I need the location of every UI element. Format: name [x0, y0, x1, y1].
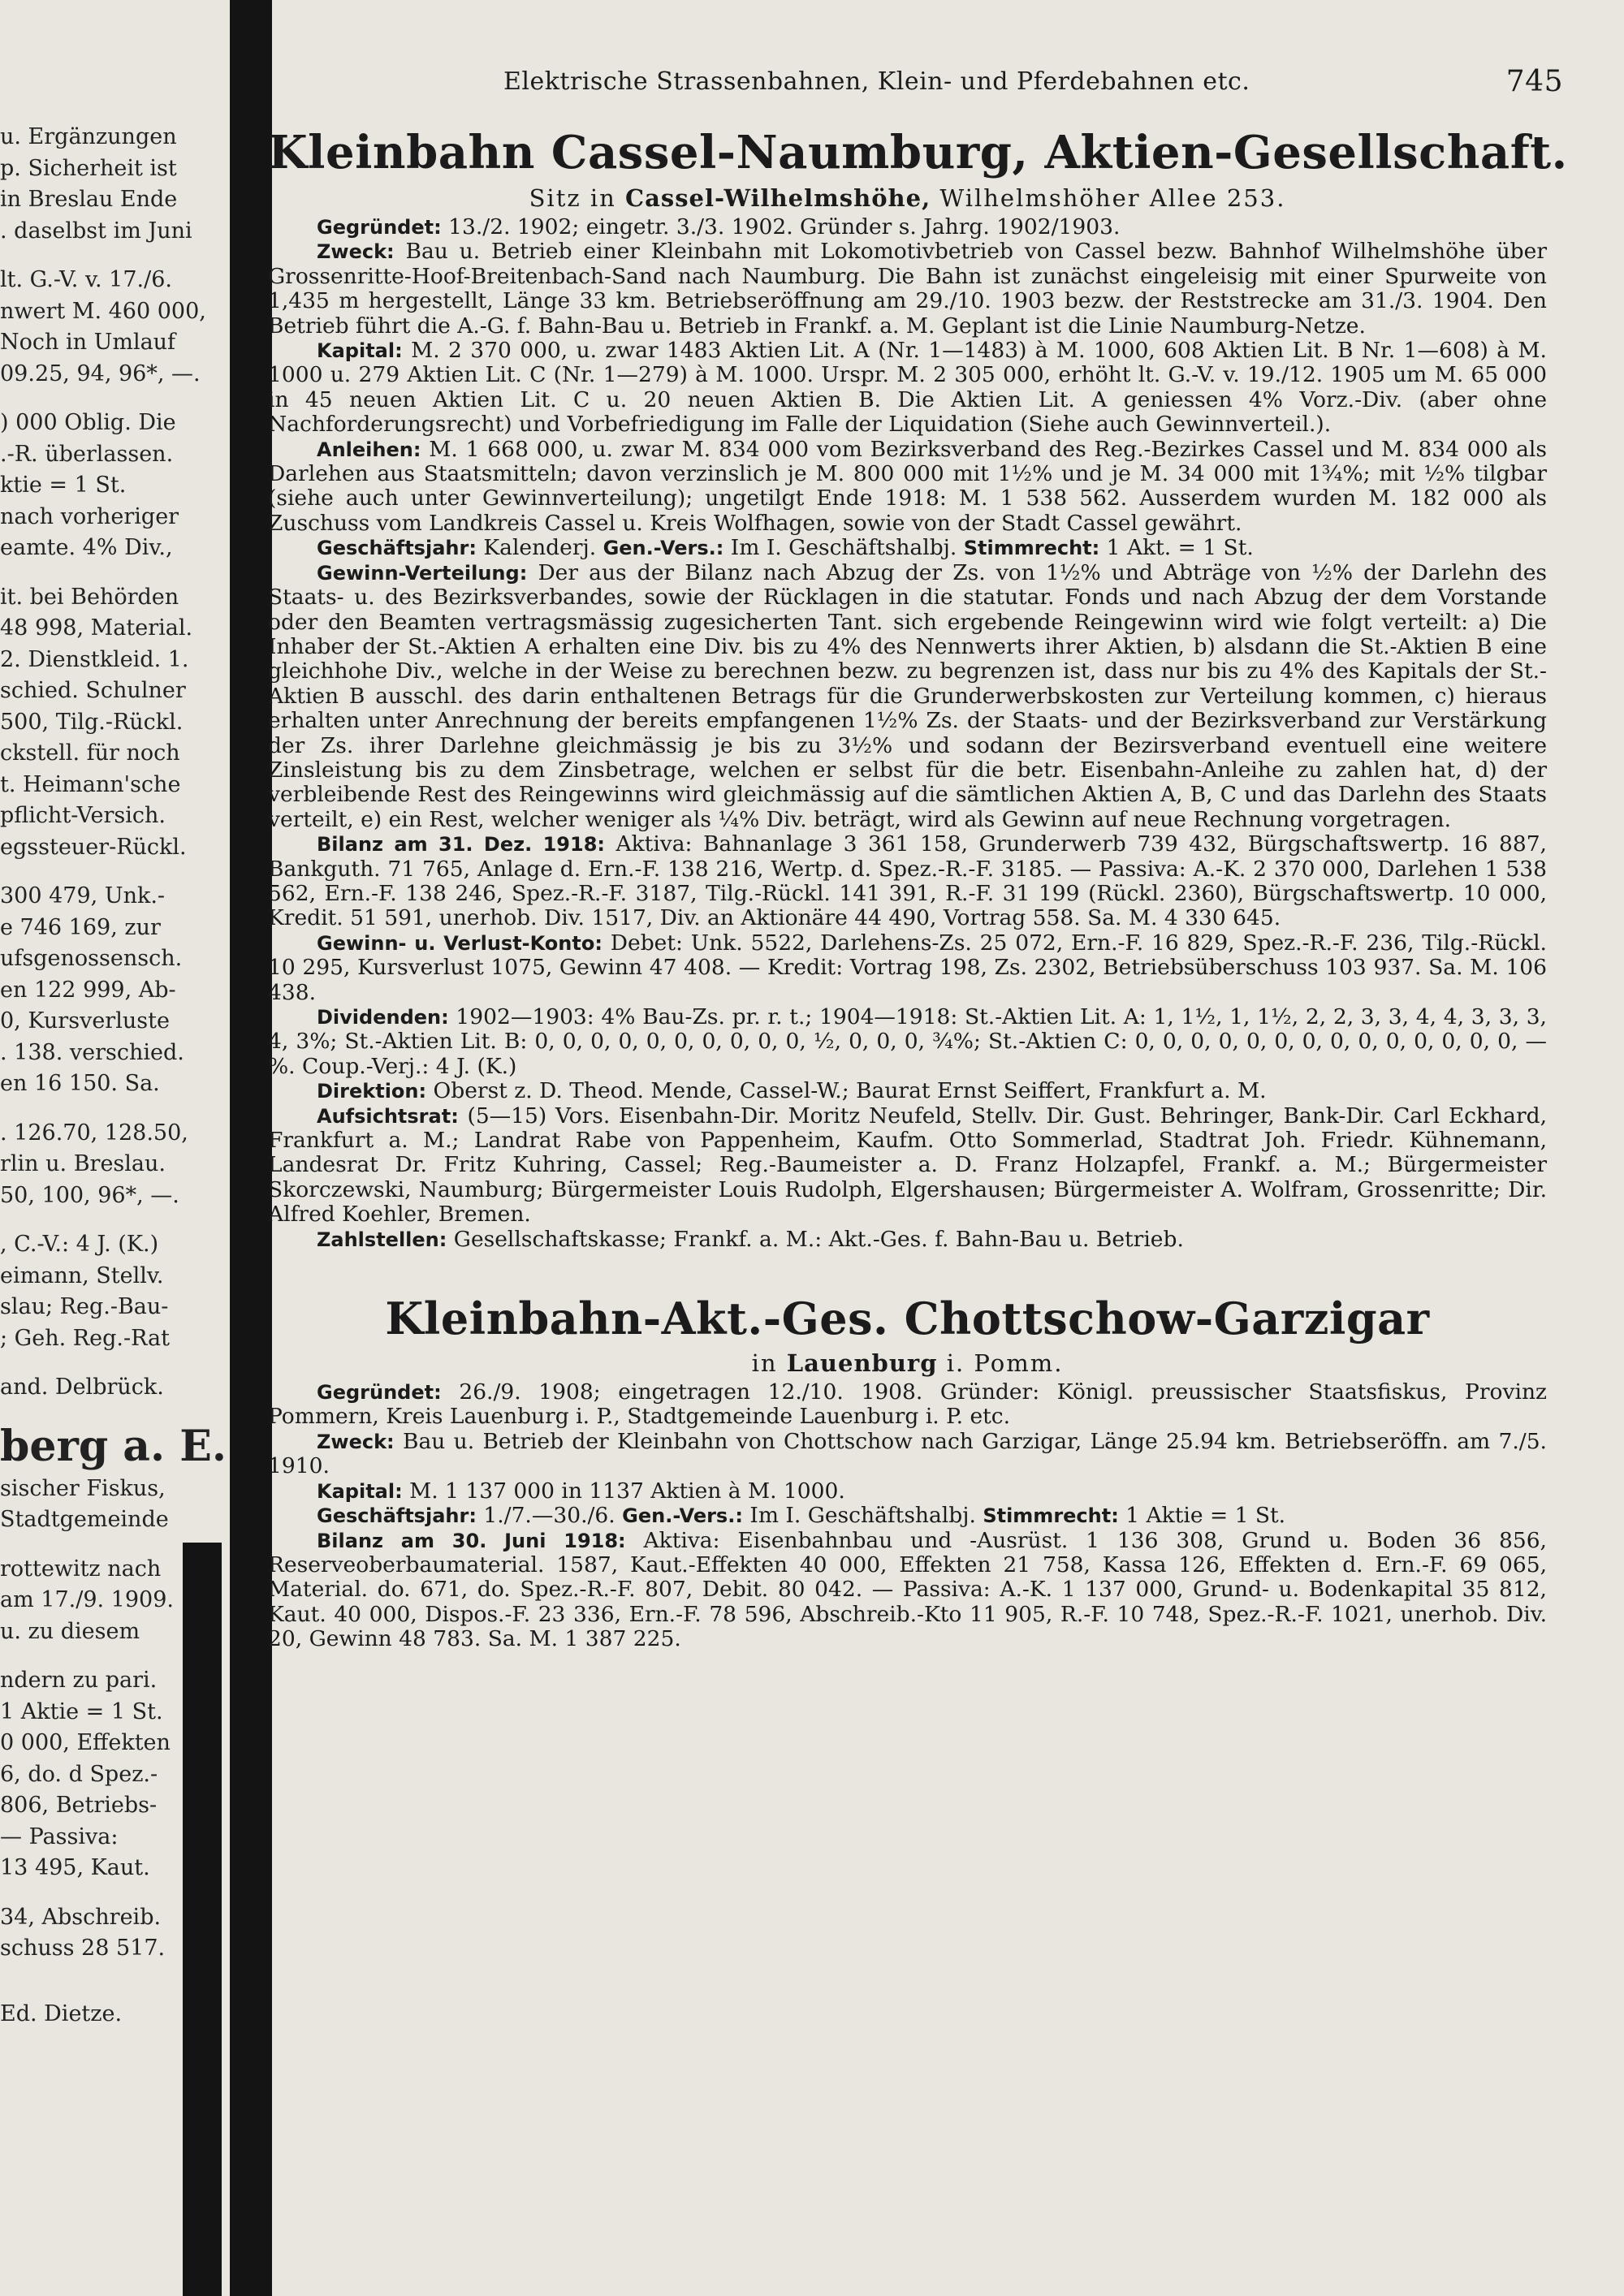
entry-text: Aktiva: Bahnanlage 3 361 158, Grunderwerb 739 432, Bürgschaftswertp. 16 887, Bankguth. 71 765, Anlage d. Ern.-F. 138 216, Wertp. d. Spez.-R.-F. 3185. — Passiva: A.-K. 2 370 000, Darlehen 1 538 562, Ern.-F. 138 246, Spez.-R.-F. 3187, Tilg.-Rückl. 141 391, R.-F. 31 199 (Rückl. 2360), Bürgschaftswertp. 10 000, Kredit. 51 591, unerhob. Div. 1517, Div. an Aktionäre 44 490, Vortrag 558. Sa. M. 4 330 645. — [268, 831, 1547, 931]
entry-text: M. 1 668 000, u. zwar M. 834 000 vom Bezirksverband des Reg.-Bezirkes Cassel und M. 834 000 als Darlehen aus Staatsmitteln; davon verzinslich je M. 800 000 mit 1½% und je M. 34 000 mit 1¾%; mit ½% tilgbar (siehe auch unter Gewinnverteilung); ungetilgt Ende 1918: M. 1 538 562. Ausserdem wurden M. 182 000 als Zuschuss vom Landkreis Cassel u. Kreis Wolfhagen, sowie von der Stadt Cassel gewährt. — [268, 436, 1547, 536]
left-line: 6, do. d Spez.- — [0, 1761, 158, 1787]
entry-dividenden — [268, 1005, 1547, 1079]
company-seat — [268, 1349, 1547, 1377]
entry-label: Zweck: — [317, 240, 395, 264]
left-line: lt. G.-V. v. 17./6. — [0, 267, 172, 292]
left-line: rottewitz nach — [0, 1556, 162, 1582]
left-line: , C.-V.: 4 J. (K.) — [0, 1232, 159, 1257]
left-line: 806, Betriebs- — [0, 1793, 158, 1818]
left-line: 34, Abschreib. — [0, 1904, 162, 1930]
entry-text: M. 1 137 000 in 1137 Aktien à M. 1000. — [409, 1478, 845, 1504]
left-line: — Passiva: — [0, 1823, 119, 1849]
entry-gewinnverteilung — [268, 561, 1547, 832]
left-line: pflicht-Versich. — [0, 803, 166, 828]
entry-text: Gesellschaftskasse; Frankf. a. M.: Akt.-Ges. f. Bahn-Bau u. Betrieb. — [453, 1226, 1184, 1252]
entry-gegruendet — [268, 1380, 1547, 1430]
entry-label: Gegründet: — [317, 1381, 442, 1405]
left-line: Noch in Umlauf — [0, 330, 176, 355]
binding-shadow-lower — [183, 1543, 222, 2296]
entry-text: 13./2. 1902; eingetr. 3./3. 1902. Gründer s. Jahrg. 1902/1903. — [448, 214, 1121, 240]
company-seat — [268, 184, 1547, 212]
left-line: ; Geh. Reg.-Rat — [0, 1325, 170, 1351]
left-line: t. Heimann'sche — [0, 771, 181, 797]
entry-zahlstellen — [268, 1228, 1547, 1252]
left-line: Stadtgemeinde — [0, 1507, 169, 1532]
entry-text: 1902—1903: 4% Bau-Zs. pr. r. t.; 1904—1918: St.-Aktien Lit. A: 1, 1½, 1, 1½, 2, 2, 3, 3, 4, 4, 3, 3, 3, 4, 3%; St.-Aktien Lit. B: 0, 0, 0, 0, 0, 0, 0, 0, 0, 0, ½, 0, 0, 0, ¾%; St.-Aktien C: 0, 0, 0, 0, 0, 0, 0, 0, 0, 0, 0, 0, 0, 0, —%. Coup.-Verj.: 4 J. (K.) — [268, 1004, 1547, 1079]
left-line: ) 000 Oblig. Die — [0, 410, 176, 435]
entry-text: Debet: Unk. 5522, Darlehens-Zs. 25 072, Ern.-F. 16 829, Spez.-R.-F. 236, Tilg.-Rückl. 10 295, Kursverlust 1075, Gewinn 47 408. — Kredit: Vortrag 198, Zs. 2302, Betriebsüberschuss 103 937. Sa. M. 106 438. — [268, 930, 1547, 1005]
left-line: 500, Tilg.-Rückl. — [0, 709, 184, 735]
entry-label: Gewinn- u. Verlust-Konto: — [317, 931, 603, 955]
left-line: eamte. 4% Div., — [0, 535, 173, 560]
running-head-title: Elektrische Strassenbahnen, Klein- und Pferdebahnen etc. — [503, 67, 1250, 96]
entry-label: Direktion: — [317, 1080, 427, 1103]
seat-prefix: Sitz in — [529, 184, 616, 212]
left-line: sischer Fiskus, — [0, 1475, 166, 1501]
left-line: rlin u. Breslau. — [0, 1151, 166, 1176]
left-line: am 17./9. 1909. — [0, 1587, 174, 1612]
seat-address: i. Pomm. — [946, 1349, 1064, 1378]
entry-bilanz — [268, 832, 1547, 931]
left-line: 48 998, Material. — [0, 615, 193, 641]
entry-text: Bau u. Betrieb der Kleinbahn von Chottschow nach Garzigar, Länge 25.94 km. Betriebseröffn. am 7./5. 1910. — [268, 1428, 1547, 1479]
entry-zweck — [268, 240, 1547, 339]
entry-kapital — [268, 1479, 1547, 1504]
left-line: nach vorheriger — [0, 503, 179, 529]
entry-label: Gen.-Vers.: — [603, 537, 724, 560]
entry-label: Dividenden: — [317, 1006, 449, 1029]
entry-geschaeftsjahr — [268, 1504, 1547, 1528]
entry-text: 1./7.—30./6. — [483, 1503, 615, 1529]
left-line: slau; Reg.-Bau- — [0, 1294, 169, 1319]
entry-text: Der aus der Bilanz nach Abzug der Zs. von 1½% und Abträge von ½% der Darlehn des Staats- u. des Bezirksverbandes, sowie der Rücklagen in die statutar. Fonds und nach Abzug der dem Vorstande oder den Beamten vertragsmässig zugesicherten Tant. sich ergebende Reingewinn wird wie folgt verteilt: a) Die Inhaber der St.-Aktien A erhalten eine Div. bis zu 4% des Nennwerts ihrer Aktien, b) alsdann die St.-Aktien B eine gleichhohe Div., welche in der Weise zu berechnen bezw. zu begrenzen ist, dass nur bis zu 4% des Kapitals der St.-Aktien B ausschl. des darin enthaltenen Betrags für die Grunderwerbskosten zur Verteilung kommen, c) hieraus erhalten unter Anrechnung der bereits empfangenen 1½% Zs. der Staats- und der Bezirksverband zur Verstärkung der Zs. ihrer Darlehne gleichmässig je bis zu 3½% und sodann der Bezirsverband eventuell eine weitere Zinsleistung bis zu dem Zinsbetrage, welchen er selbst für die betr. Eisenbahn-Anleihe zu zahlen hat, d) der verbleibende Rest des Reingewinns wird gleichmässig auf die sämtlichen Aktien A, B, C und das Darlehn des Staats verteilt, e) ein Rest, welcher weniger als ¼% Div. beträgt, wird als Gewinn auf neue Rechnung vorgetragen. — [268, 559, 1547, 832]
left-line: 300 479, Unk.- — [0, 883, 166, 908]
left-line: and. Delbrück. — [0, 1375, 164, 1400]
entry-label: Kapital: — [317, 1479, 403, 1503]
seat-prefix: in — [751, 1349, 778, 1378]
entry-geschaeftsjahr — [268, 536, 1547, 560]
left-line: 1 Aktie = 1 St. — [0, 1698, 163, 1724]
entry-zweck — [268, 1430, 1547, 1479]
left-line: Ed. Dietze. — [0, 2000, 123, 2026]
entry-text: Aktiva: Eisenbahnbau und -Ausrüst. 1 136 308, Grund u. Boden 36 856, Reserveoberbaumaterial. 1587, Kaut.-Effekten 40 000, Effekten 21 758, Kassa 126, Effekten d. Ern.-F. 69 065, Material. do. 671, do. Spez.-R.-F. 807, Debit. 80 042. — Passiva: A.-K. 1 137 000, Grund- u. Bodenkapital 35 812, Kaut. 40 000, Dispos.-F. 23 336, Ern.-F. 78 596, Abschreib.-Kto 11 905, R.-F. 10 748, Spez.-R.-F. 1021, unerhob. Div. 20, Gewinn 48 783. Sa. M. 1 387 225. — [268, 1527, 1547, 1652]
entry-label: Bilanz am 31. Dez. 1918: — [317, 833, 605, 857]
left-line: 2. Dienstkleid. 1. — [0, 646, 189, 672]
entry-text: Oberst z. D. Theod. Mende, Cassel-W.; Baurat Ernst Seiffert, Frankfurt a. M. — [433, 1078, 1267, 1104]
entry-label: Stimmrecht: — [983, 1504, 1119, 1528]
entry-text: 1 Aktie = 1 St. — [1125, 1503, 1286, 1529]
entry-label: Aufsichtsrat: — [317, 1104, 459, 1128]
left-line: en 122 999, Ab- — [0, 977, 176, 1003]
page-number: 745 — [1505, 65, 1563, 98]
left-line: . daselbst im Juni — [0, 218, 192, 244]
entry-label: Zweck: — [317, 1430, 395, 1453]
entry-label: Gegründet: — [317, 216, 442, 239]
entry-label: Zahlstellen: — [317, 1228, 447, 1251]
seat-city: Lauenburg — [786, 1349, 938, 1378]
entry-text: M. 2 370 000, u. zwar 1483 Aktien Lit. A (Nr. 1—1483) à M. 1000, 608 Aktien Lit. B Nr. 1—608) à M. 1000 u. 279 Aktien Lit. C (Nr. 1—279) à M. 1000. Urspr. M. 2 305 000, erhöht lt. G.-V. v. 19./12. 1905 um M. 65 000 in 45 neuen Aktien Lit. C u. 20 neuen Aktien B. Die Aktien Lit. A geniessen 4% Vorz.-Div. (aber ohne Nachforderungsrecht) und Vorbefriedigung im Falle der Liquidation (Siehe auch Gewinnverteil.). — [268, 338, 1547, 438]
left-heading: berg a. E. — [0, 1421, 227, 1471]
left-line: nwert M. 460 000, — [0, 298, 206, 324]
entry-label: Anleihen: — [317, 438, 421, 461]
left-line: ckstell. für noch — [0, 740, 180, 766]
entry-label: Stimmrecht: — [963, 537, 1100, 560]
left-line: ndern zu pari. — [0, 1668, 158, 1693]
left-line: 50, 100, 96*, —. — [0, 1182, 179, 1208]
left-line: in Breslau Ende — [0, 187, 178, 212]
entry-text: Im I. Geschäftshalbj. — [749, 1503, 976, 1529]
entry-text: (5—15) Vors. Eisenbahn-Dir. Moritz Neufeld, Stellv. Dir. Gust. Behringer, Bank-Dir. Carl Eckhard, Frankfurt a. M.; Landrat Rabe von Pappenheim, Kaufm. Otto Sommerlad, Stadtrat Joh. Friedr. Kühnemann, Landesrat Dr. Fritz Kuhring, Cassel; Reg.-Baumeister a. D. Franz Holzapfel, Frankf. a. M.; Bürgermeister Skorczewski, Naumburg; Bürgermeister Louis Rudolph, Elgershausen; Bürgermeister A. Wolfram, Grossenritte; Dir. Alfred Koehler, Bremen. — [268, 1103, 1547, 1228]
entry-label: Kapital: — [317, 339, 403, 363]
running-head — [268, 61, 1563, 110]
entry-aufsichtsrat — [268, 1104, 1547, 1228]
entry-text: 26./9. 1908; eingetragen 12./10. 1908. Gründer: Königl. preussischer Staatsfiskus, Provinz Pommern, Kreis Lauenburg i. P., Stadtgemeinde Lauenburg i. P. etc. — [268, 1379, 1547, 1430]
entry-kapital — [268, 339, 1547, 438]
entry-guv — [268, 931, 1547, 1005]
entry-label: Geschäftsjahr: — [317, 537, 477, 560]
company-title: Kleinbahn Cassel-Naumburg, Aktien-Gesellschaft. — [268, 126, 1568, 179]
entry-gegruendet — [268, 215, 1547, 240]
entry-direktion — [268, 1079, 1547, 1103]
left-line: en 16 150. Sa. — [0, 1071, 160, 1096]
entry-text: Bau u. Betrieb einer Kleinbahn mit Lokomotivbetrieb von Cassel bezw. Bahnhof Wilhelmshöhe über Grossenritte-Hoof-Breitenbach-Sand nach Naumburg. Die Bahn ist zunächst eingeleisig mit einer Spurweite von 1,435 m hergestellt, Länge 33 km. Betriebseröffnung am 29./10. 1903 bezw. der Reststrecke am 31./3. 1904. Den Betrieb führt die A.-G. f. Bahn-Bau u. Betrieb in Frankf. a. M. Geplant ist die Linie Naumburg-Netze. — [268, 239, 1547, 339]
left-line: . 138. verschied. — [0, 1039, 184, 1065]
seat-address: Wilhelmshöher Allee 253. — [939, 184, 1286, 212]
left-line: e 746 169, zur — [0, 914, 161, 940]
left-line: 09.25, 94, 96*, —. — [0, 360, 201, 386]
seat-city: Cassel-Wilhelmshöhe, — [625, 184, 931, 212]
left-line: schied. Schulner — [0, 678, 186, 703]
left-line: ufsgenossensch. — [0, 946, 183, 971]
left-line: 0, Kursverluste — [0, 1008, 170, 1034]
left-line: 0 000, Effekten — [0, 1730, 171, 1755]
entry-text: Im I. Geschäftshalbj. — [730, 535, 957, 561]
entry-text: Kalenderj. — [483, 535, 597, 561]
company-title: Kleinbahn-Akt.-Ges. Chottschow-Garzigar — [385, 1293, 1430, 1345]
left-line: . 126.70, 128.50, — [0, 1120, 188, 1146]
left-line: p. Sicherheit ist — [0, 155, 177, 181]
entry-text: 1 Akt. = 1 St. — [1106, 535, 1254, 561]
left-line: it. bei Behörden — [0, 584, 179, 610]
left-line: .-R. überlassen. — [0, 441, 174, 467]
left-line: 13 495, Kaut. — [0, 1855, 150, 1880]
entry-label: Gen.-Vers.: — [622, 1504, 743, 1528]
binding-shadow — [230, 0, 272, 2296]
left-line: ktie = 1 St. — [0, 473, 127, 498]
entry-label: Geschäftsjahr: — [317, 1504, 477, 1528]
entry-bilanz — [268, 1529, 1547, 1652]
entry-label: Gewinn-Verteilung: — [317, 561, 528, 585]
entry-label: Bilanz am 30. Juni 1918: — [317, 1529, 626, 1552]
left-line: eimann, Stellv. — [0, 1262, 164, 1288]
entry-anleihen — [268, 438, 1547, 537]
left-line: u. zu diesem — [0, 1618, 140, 1644]
left-line: schuss 28 517. — [0, 1936, 166, 1961]
main-column — [268, 61, 1568, 1652]
left-line: u. Ergänzungen — [0, 124, 177, 149]
left-line: egssteuer-Rückl. — [0, 834, 187, 860]
